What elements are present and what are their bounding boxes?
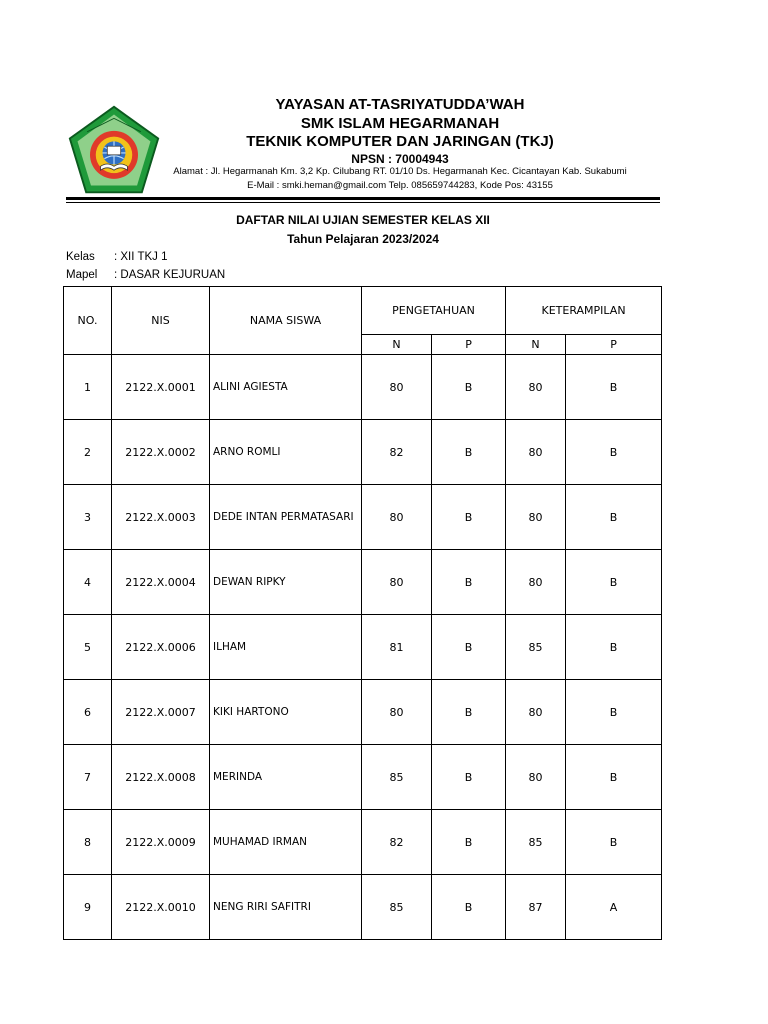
row-no: 9 [64, 875, 112, 940]
row-no: 3 [64, 485, 112, 550]
header-knowledge-n: N [362, 335, 432, 355]
row-nis: 2122.X.0007 [112, 680, 210, 745]
class-value: : XII TKJ 1 [114, 251, 168, 263]
row-knowledge-score: 80 [362, 355, 432, 420]
header-no: NO. [64, 287, 112, 355]
contact-line: E-Mail : smki.heman@gmail.com Telp. 085659744283, Kode Pos: 43155 [247, 180, 553, 191]
grades-table [63, 286, 662, 940]
row-nis: 2122.X.0010 [112, 875, 210, 940]
document-title: DAFTAR NILAI UJIAN SEMESTER KELAS XII [236, 213, 490, 227]
row-knowledge-score: 81 [362, 615, 432, 680]
row-knowledge-score: 82 [362, 420, 432, 485]
school-logo [66, 103, 162, 199]
row-nis: 2122.X.0006 [112, 615, 210, 680]
header-nis: NIS [112, 287, 210, 355]
row-knowledge-score: 82 [362, 810, 432, 875]
row-skills-score: 87 [506, 875, 566, 940]
row-skills-score: 80 [506, 550, 566, 615]
row-student-name: DEWAN RIPKY [210, 550, 362, 615]
foundation-name: YAYASAN AT-TASRIYATUDDA’WAH [275, 96, 525, 113]
table-row [64, 420, 662, 485]
table-row [64, 680, 662, 745]
header-row [64, 287, 662, 335]
row-nis: 2122.X.0008 [112, 745, 210, 810]
row-skills-score: 80 [506, 355, 566, 420]
school-name: SMK ISLAM HEGARMANAH [300, 115, 500, 132]
row-skills-predicate: B [566, 615, 662, 680]
row-nis: 2122.X.0003 [112, 485, 210, 550]
row-student-name: ILHAM [210, 615, 362, 680]
row-student-name: MERINDA [210, 745, 362, 810]
header-divider-thick [66, 197, 660, 200]
row-no: 2 [64, 420, 112, 485]
header-divider-thin [66, 202, 660, 203]
row-knowledge-score: 85 [362, 745, 432, 810]
department-name: TEKNIK KOMPUTER DAN JARINGAN (TKJ) [246, 133, 554, 150]
row-skills-score: 80 [506, 485, 566, 550]
row-knowledge-score: 80 [362, 550, 432, 615]
row-student-name: NENG RIRI SAFITRI [210, 875, 362, 940]
row-student-name: DEDE INTAN PERMATASARI [210, 485, 362, 550]
header-knowledge-p: P [432, 335, 506, 355]
row-skills-predicate: B [566, 550, 662, 615]
row-skills-predicate: B [566, 420, 662, 485]
row-skills-score: 85 [506, 615, 566, 680]
row-skills-predicate: A [566, 875, 662, 940]
row-knowledge-predicate: B [432, 550, 506, 615]
row-skills-predicate: B [566, 680, 662, 745]
table-row [64, 355, 662, 420]
row-no: 6 [64, 680, 112, 745]
table-row [64, 485, 662, 550]
row-no: 5 [64, 615, 112, 680]
row-no: 4 [64, 550, 112, 615]
row-skills-score: 80 [506, 420, 566, 485]
row-knowledge-predicate: B [432, 875, 506, 940]
row-nis: 2122.X.0009 [112, 810, 210, 875]
row-student-name: ARNO ROMLI [210, 420, 362, 485]
row-skills-predicate: B [566, 810, 662, 875]
row-nis: 2122.X.0004 [112, 550, 210, 615]
row-knowledge-predicate: B [432, 420, 506, 485]
table-row [64, 875, 662, 940]
row-skills-predicate: B [566, 745, 662, 810]
header-knowledge: PENGETAHUAN [362, 287, 506, 335]
row-no: 8 [64, 810, 112, 875]
row-no: 7 [64, 745, 112, 810]
class-label: Kelas [66, 251, 95, 263]
row-knowledge-score: 80 [362, 485, 432, 550]
row-nis: 2122.X.0001 [112, 355, 210, 420]
npsn: NPSN : 70004943 [351, 152, 449, 166]
row-student-name: MUHAMAD IRMAN [210, 810, 362, 875]
row-skills-score: 80 [506, 680, 566, 745]
subject-value: : DASAR KEJURUAN [114, 269, 226, 281]
header-student-name: NAMA SISWA [210, 287, 362, 355]
row-skills-score: 85 [506, 810, 566, 875]
row-knowledge-predicate: B [432, 680, 506, 745]
row-skills-predicate: B [566, 355, 662, 420]
row-student-name: KIKI HARTONO [210, 680, 362, 745]
table-row [64, 615, 662, 680]
row-knowledge-score: 85 [362, 875, 432, 940]
address-line: Alamat : Jl. Hegarmanah Km. 3,2 Kp. Cilubang RT. 01/10 Ds. Hegarmanah Kec. Cicantayan Kab. Sukabumi [173, 166, 627, 177]
row-no: 1 [64, 355, 112, 420]
row-knowledge-predicate: B [432, 615, 506, 680]
header-skills-n: N [506, 335, 566, 355]
subject-label: Mapel [66, 269, 98, 281]
row-student-name: ALINI AGIESTA [210, 355, 362, 420]
row-knowledge-predicate: B [432, 745, 506, 810]
row-knowledge-predicate: B [432, 355, 506, 420]
header-skills: KETERAMPILAN [506, 287, 662, 335]
academic-year: Tahun Pelajaran 2023/2024 [287, 232, 439, 246]
header-skills-p: P [566, 335, 662, 355]
row-knowledge-predicate: B [432, 810, 506, 875]
row-nis: 2122.X.0002 [112, 420, 210, 485]
row-skills-predicate: B [566, 485, 662, 550]
table-row [64, 810, 662, 875]
row-knowledge-predicate: B [432, 485, 506, 550]
table-row [64, 550, 662, 615]
table-row [64, 745, 662, 810]
row-skills-score: 80 [506, 745, 566, 810]
row-knowledge-score: 80 [362, 680, 432, 745]
